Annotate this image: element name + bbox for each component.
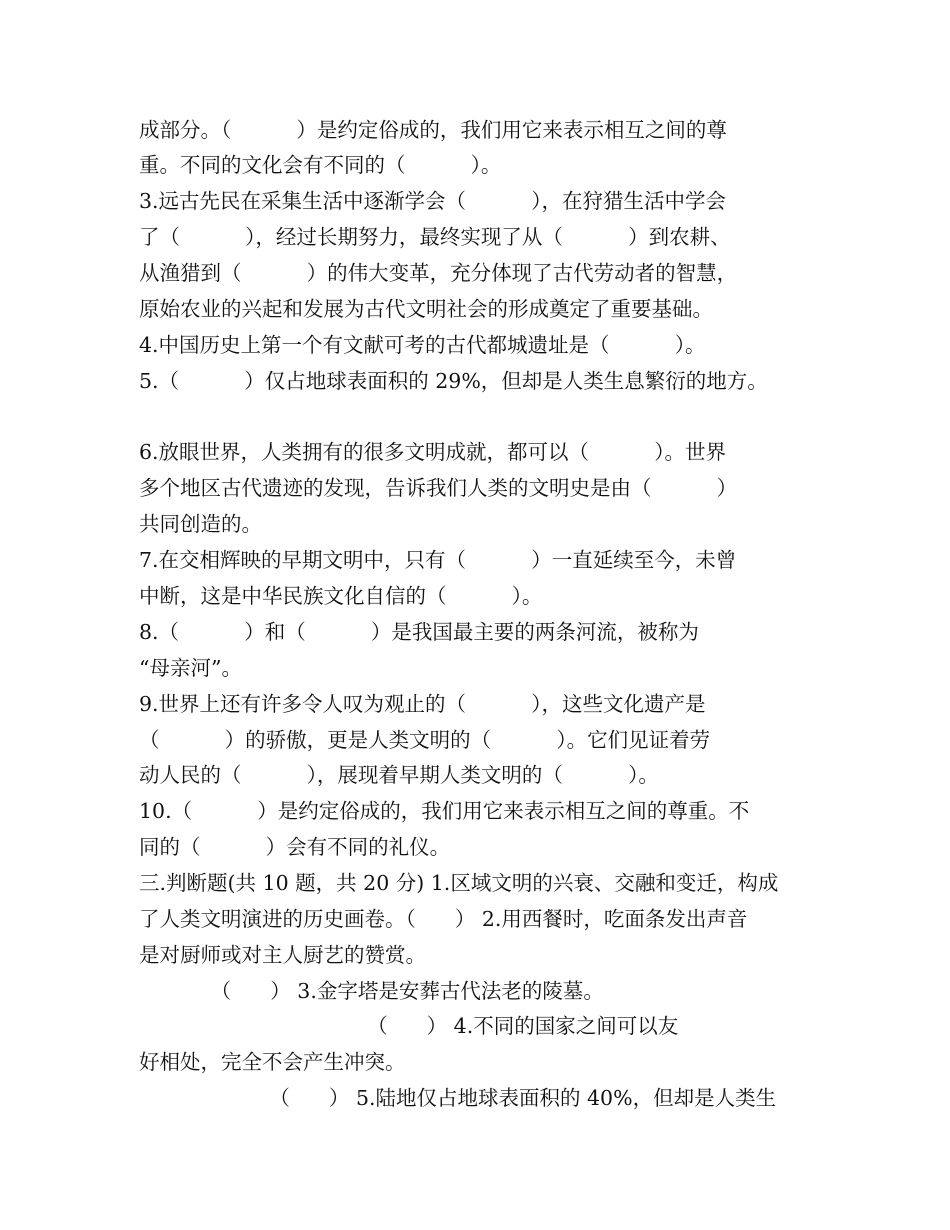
text-line: “母亲河”。	[139, 656, 242, 680]
text-line: 3.远古先民在采集生活中逐渐学会（ ），在狩猎生活中学会	[139, 189, 726, 213]
text-line: 9.世界上还有许多令人叹为观止的（ ），这些文化遗产是	[139, 692, 706, 716]
text-line: 好相处，完全不会产生冲突。	[139, 1050, 406, 1074]
text-line: 原始农业的兴起和发展为古代文明社会的形成奠定了重要基础。	[139, 297, 713, 321]
text-line: 动人民的（ ），展现着早期人类文明的（ ）。	[139, 763, 659, 787]
text-line: 中断，这是中华民族文化自信的（ ）。	[139, 584, 543, 608]
text-line: 从渔猎到（ ）的伟大变革，充分体现了古代劳动者的智慧，	[139, 261, 738, 285]
text-line: 共同创造的。	[139, 512, 262, 536]
text-line: 6.放眼世界，人类拥有的很多文明成就，都可以（ ）。世界	[139, 440, 726, 464]
text-line: （ ）的骄傲，更是人类文明的（ ）。它们见证着劳	[139, 728, 711, 752]
text-line: 三.判断题(共 10 题，共 20 分) 1.区域文明的兴衰、交融和变迁，构成	[139, 871, 779, 895]
text-line: （ ） 3.金字塔是安葬古代法老的陵墓。	[139, 979, 604, 1003]
text-line: 重。不同的文化会有不同的（ ）。	[139, 153, 502, 177]
text-line: 8.（ ）和（ ）是我国最主要的两条河流，被称为	[139, 620, 699, 644]
text-line: 了（ ），经过长期努力，最终实现了从（ ）到农耕、	[139, 225, 731, 249]
text-line: 了人类文明演进的历史画卷。（ ） 2.用西餐时，吃面条发出声音	[139, 907, 748, 931]
text-line: 10.（ ）是约定俗成的，我们用它来表示相互之间的尊重。不	[139, 799, 750, 823]
text-line: 多个地区古代遗迹的发现，告诉我们人类的文明史是由（ ）	[139, 476, 738, 500]
text-line: 7.在交相辉映的早期文明中，只有（ ）一直延续至今，未曾	[139, 548, 737, 572]
text-line: （ ） 5.陆地仅占地球表面积的 40%，但却是人类生	[139, 1086, 777, 1110]
text-line: 4.中国历史上第一个有文献可考的古代都城遗址是（ ）。	[139, 333, 706, 357]
text-line: 5.（ ）仅占地球表面积的 29%，但却是人类生息繁衍的地方。	[139, 369, 768, 393]
text-line: （ ） 4.不同的国家之间可以友	[139, 1014, 679, 1038]
text-line: 成部分。（ ）是约定俗成的，我们用它来表示相互之间的尊	[139, 118, 727, 142]
text-line: 是对厨师或对主人厨艺的赞赏。	[139, 943, 426, 967]
text-line: 同的（ ）会有不同的礼仪。	[139, 835, 451, 859]
